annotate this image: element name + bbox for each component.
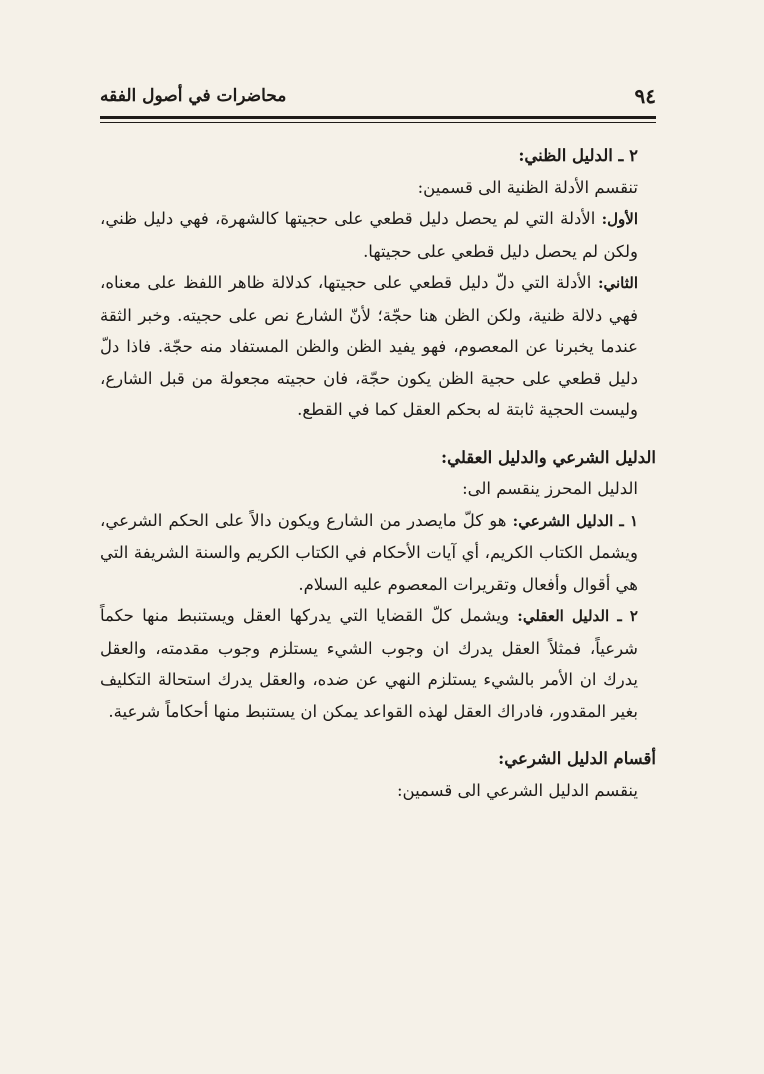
second-text: الأدلة التي دلّ دليل قطعي على حجيتها، كدلالة ظاهر اللفظ على معناه، فهي دلالة ظنية، ولكن الظن هنا حجّة؛ لأنّ الشارع نص على حجيته. وخبر الثقة عندما يخبرنا عن المعصوم، فهو يفيد الظن والظن المستفاد منه حجّة. فاذا دلّ دليل قطعي على حجية الظن يكون حجّة، فان حجيته مجعولة من قبل الشارع، وليست الحجية ثابتة له بحكم العقل كما في القطع. <box>100 273 638 419</box>
item-rational-label: ٢ ـ الدليل العقلي: <box>517 607 638 625</box>
item-legal-text: هو كلّ مايصدر من الشارع ويكون دالاً على الحكم الشرعي، ويشمل الكتاب الكريم، أي آيات الأحكام في الكتاب الكريم والسنة الشريفة التي هي أقوال وأفعال وتقريرات المعصوم عليه السلام. <box>100 510 638 594</box>
first-label: الأول: <box>601 210 638 228</box>
paragraph-intro-2: الدليل المحرز ينقسم الى: <box>462 479 638 498</box>
paragraph-item-legal <box>100 505 656 601</box>
body-text <box>100 140 656 806</box>
first-text: الأدلة التي لم يحصل دليل قطعي على حجيتها كالشهرة، فهي دليل ظني، ولكن لم يحصل دليل قطعي على حجيتها. <box>100 209 638 261</box>
section-heading-legal-types: أقسام الدليل الشرعي: <box>498 749 656 768</box>
paragraph-intro-3: ينقسم الدليل الشرعي الى قسمين: <box>396 780 638 800</box>
paragraph-intro: تنقسم الأدلة الظنية الى قسمين: <box>417 177 638 197</box>
page-header <box>100 84 656 112</box>
header-rule-thick <box>100 116 656 119</box>
page-number: ٩٤ <box>634 84 656 108</box>
paragraph-item-rational <box>100 600 656 727</box>
paragraph-second <box>100 267 656 426</box>
second-label: الثاني: <box>597 274 638 292</box>
item-legal-label: ١ ـ الدليل الشرعي: <box>512 511 639 530</box>
running-title: محاضرات في أصول الفقه <box>100 86 287 106</box>
section-heading-legal-rational: الدليل الشرعي والدليل العقلي: <box>440 447 656 467</box>
header-rule-thin <box>100 122 656 123</box>
paragraph-first <box>100 203 656 267</box>
section-heading-speculative-evidence: ٢ ـ الدليل الظني: <box>518 146 638 165</box>
item-rational-text: ويشمل كلّ القضايا التي يدركها العقل ويستنبط منها حكماً شرعياً، فمثلاً العقل يدرك ان وجوب الشيء يستلزم وجوب مقدمته، والعقل يدرك ان الأمر بالشيء يستلزم النهي عن ضده، والعقل يدرك استحالة التكليف بغير المقدور، فادراك العقل لهذه القواعد يمكن ان يستنبط منها أحكاماً شرعية. <box>100 606 638 721</box>
